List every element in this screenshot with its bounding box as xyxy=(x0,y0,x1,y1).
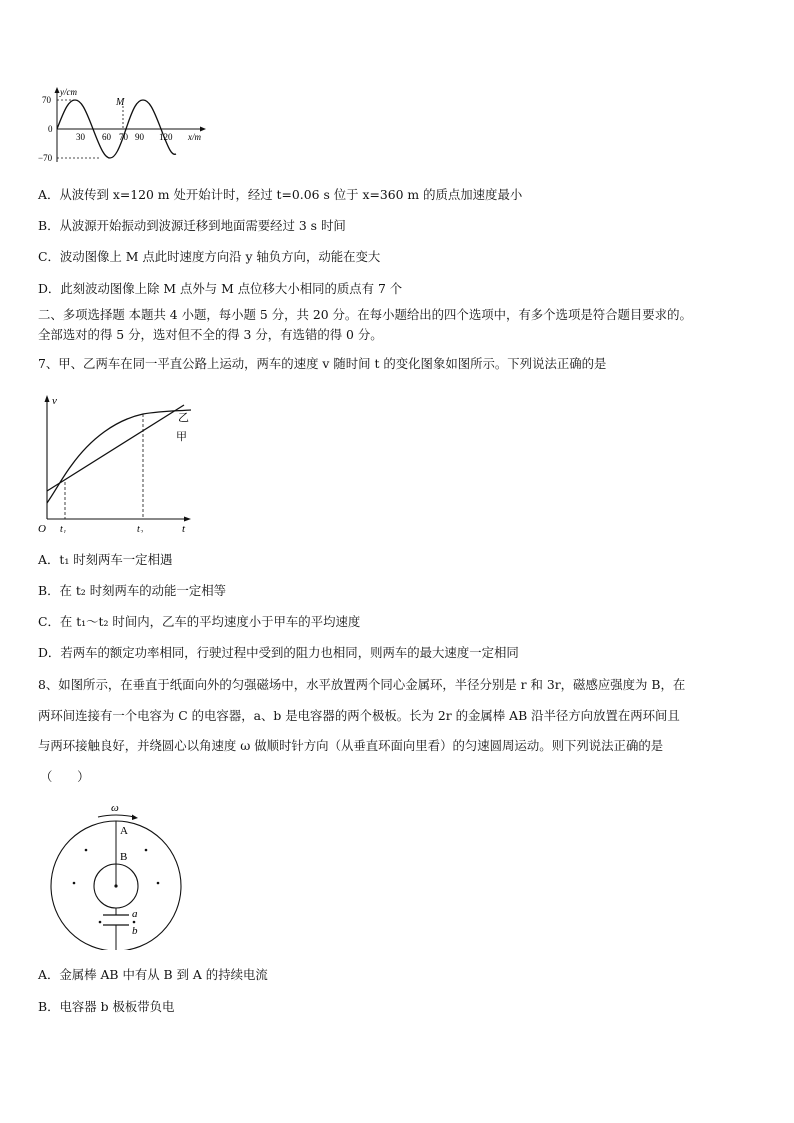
wave-x-tick-60: 60 xyxy=(102,132,111,142)
wave-y-tick-70: 70 xyxy=(42,95,51,105)
wave-x-tick-120: 120 xyxy=(159,132,173,142)
q6-option-d: D．此刻波动图像上除 M 点外与 M 点位移大小相同的质点有 7 个 xyxy=(38,281,403,296)
vt-t2-label: t₂ xyxy=(137,524,144,533)
vt-series-yi: 乙 xyxy=(178,412,189,424)
field-dot xyxy=(73,882,76,885)
q8-stem-line2: 两环间连接有一个电容为 C 的电容器，a、b 是电容器的两个极板。长为 2r 的金属棒 AB 沿半径方向放置在两环间且 xyxy=(38,708,680,723)
omega-label: ω xyxy=(111,802,119,814)
vt-y-arrow xyxy=(45,395,50,402)
wave-y-label: y/cm xyxy=(60,87,77,97)
field-dot xyxy=(157,882,160,885)
q8-stem-line3: 与两环接触良好，并绕圆心以角速度 ω 做顺时针方向（从垂直环面向里看）的匀速圆周运动。则下列说法正确的是 xyxy=(38,738,664,753)
q6-option-a: A．从波传到 x=120 m 处开始计时，经过 t=0.06 s 位于 x=360 m 的质点加速度最小 xyxy=(38,187,523,202)
q6-option-c: C．波动图像上 M 点此时速度方向沿 y 轴负方向，动能在变大 xyxy=(38,249,381,264)
wave-figure xyxy=(36,86,216,166)
q8-stem-line1: 8、如图所示，在垂直于纸面向外的匀强磁场中，水平放置两个同心金属环，半径分别是 r 和 3r，磁感应强度为 B，在 xyxy=(38,677,686,692)
q7-option-c: C．在 t₁～t₂ 时间内，乙车的平均速度小于甲车的平均速度 xyxy=(38,614,361,629)
q7-option-b: B．在 t₂ 时刻两车的动能一定相等 xyxy=(38,583,227,598)
vt-series-jia: 甲 xyxy=(176,431,187,443)
field-dot xyxy=(85,849,88,852)
field-dot xyxy=(99,921,102,924)
ring-figure xyxy=(48,800,188,950)
vt-figure xyxy=(36,393,201,533)
vt-line-jia xyxy=(47,405,184,491)
q7-option-d: D．若两车的额定功率相同，行驶过程中受到的阻力也相同，则两车的最大速度一定相同 xyxy=(38,645,519,660)
wave-x-tick-90: 90 xyxy=(135,132,144,142)
field-dot xyxy=(133,921,136,924)
ring-center-dot xyxy=(114,884,117,887)
wave-y-tick-0: 0 xyxy=(48,124,53,134)
wave-y-tick-neg70: −70 xyxy=(38,153,53,163)
plate-label-a: a xyxy=(132,908,138,920)
vt-origin-label: O xyxy=(38,523,46,533)
wave-point-m: M xyxy=(116,97,125,108)
q8-blank: （ ） xyxy=(40,769,90,784)
omega-arrowhead xyxy=(132,815,138,821)
wave-x-tick-70: 70 xyxy=(119,132,128,142)
wave-x-arrow xyxy=(200,127,206,132)
field-dot xyxy=(145,849,148,852)
q8-option-a: A．金属棒 AB 中有从 B 到 A 的持续电流 xyxy=(38,967,268,982)
plate-label-b: b xyxy=(132,925,138,937)
q7-option-a: A．t₁ 时刻两车一定相遇 xyxy=(38,552,173,567)
wave-x-tick-30: 30 xyxy=(76,132,85,142)
rod-label-b: B xyxy=(120,851,128,863)
vt-curve-yi xyxy=(47,410,191,503)
wave-x-label: x/m xyxy=(188,132,201,142)
omega-arrow xyxy=(98,815,134,817)
vt-x-arrow xyxy=(184,517,191,522)
q8-option-b: B．电容器 b 极板带负电 xyxy=(38,999,175,1014)
section2-header-line2: 全部选对的得 5 分，选对但不全的得 3 分，有选错的得 0 分。 xyxy=(38,327,383,342)
vt-t1-label: t₁ xyxy=(60,524,67,533)
vt-y-label: v xyxy=(52,395,57,407)
vt-x-label: t xyxy=(182,523,186,533)
q6-option-b: B．从波源开始振动到波源迁移到地面需要经过 3 s 时间 xyxy=(38,218,346,233)
rod-label-a: A xyxy=(120,825,128,837)
q7-stem: 7、甲、乙两车在同一平直公路上运动，两车的速度 v 随时间 t 的变化图象如图所示。下列说法正确的是 xyxy=(38,356,607,371)
wave-y-arrow xyxy=(55,87,60,93)
section2-header-line1: 二、多项选择题 本题共 4 小题，每小题 5 分，共 20 分。在每小题给出的四个选项中，有多个选项是符合题目要求的。 xyxy=(38,307,692,322)
